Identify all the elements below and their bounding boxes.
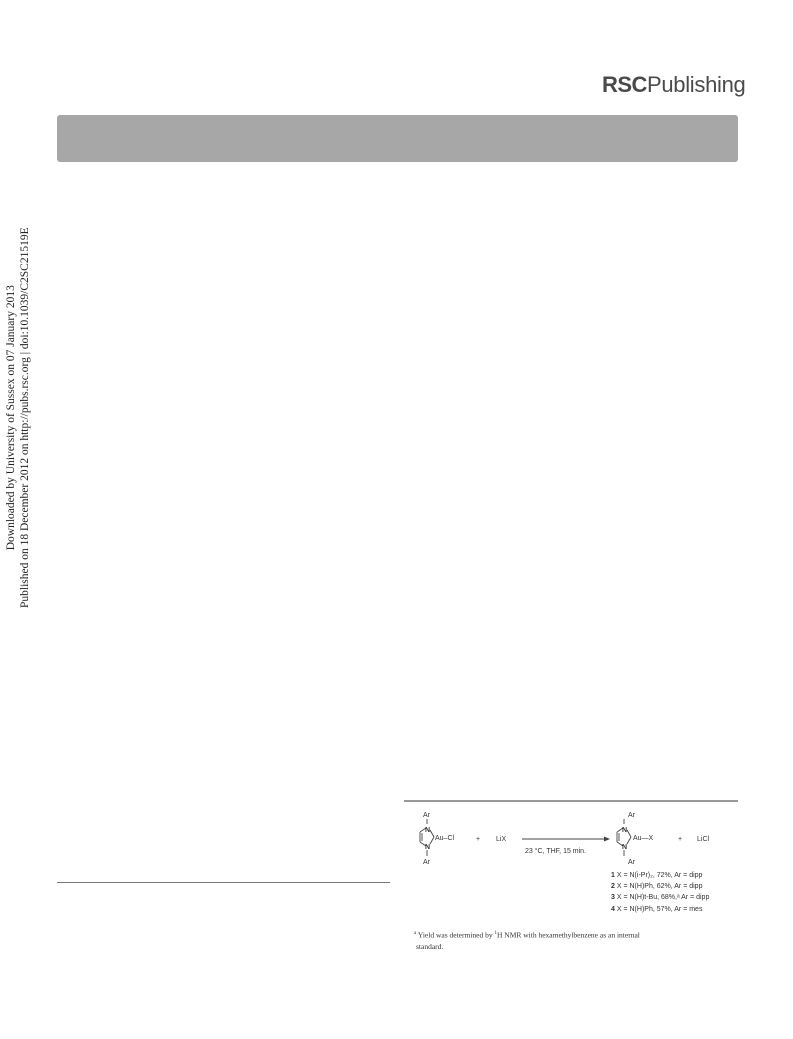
download-info-sidebar: [5, 227, 32, 608]
reagent-lix: LiX: [496, 836, 507, 843]
footnote-marker: a: [414, 931, 417, 936]
product-entry: [611, 870, 709, 881]
footnote-text-post: H NMR with hexamethylbenzene as an internal: [496, 930, 640, 940]
footnote-rule: [57, 882, 390, 883]
product-text: X = N(H)Ph, 62%, Ar = dipp: [616, 883, 703, 891]
scheme-footnote: [414, 928, 734, 952]
product-number: 4: [611, 905, 615, 913]
reactant-n1: N: [425, 827, 431, 834]
product-entry: [611, 881, 709, 892]
reactant-n2: N: [425, 844, 431, 851]
reaction-arrow: [522, 837, 610, 842]
product-au-x: Au—X: [633, 835, 654, 842]
reactant-ar-top: Ar: [423, 812, 430, 819]
footnote-line-1: [414, 928, 734, 941]
footnote-line-2: standard.: [416, 941, 444, 951]
product-list: [611, 870, 709, 915]
logo-rsc: RSC: [602, 72, 647, 97]
product-entry: [611, 892, 709, 903]
footnote-text-pre: Yield was determined by: [416, 930, 495, 940]
byproduct-licl: LiCl: [697, 836, 710, 843]
header-banner: [57, 115, 738, 162]
product-text: X = N(H)t-Bu, 68%,ᵃ Ar = dipp: [616, 894, 710, 902]
reactant-ar-bottom: Ar: [423, 859, 430, 866]
reactant-au-cl: Au–Cl: [435, 835, 455, 842]
product-n1: N: [622, 827, 628, 834]
product-text: X = N(H)Ph, 57%, Ar = mes: [616, 905, 703, 913]
reaction-conditions: 23 °C, THF, 15 min.: [525, 848, 587, 855]
product-number: 1: [611, 872, 615, 879]
product-n2: N: [622, 844, 628, 851]
scheme-top-rule: [404, 800, 738, 802]
published-line: Published on 18 December 2012 on http://pubs.rsc.org | doi:10.1039/C2SC21519E: [18, 227, 31, 608]
product-entry: [611, 904, 709, 915]
footnote-sup: 1: [494, 931, 497, 936]
product-number: 2: [611, 883, 615, 891]
download-line: Downloaded by University of Sussex on 07 January 2013: [5, 285, 17, 551]
logo-publishing: Publishing: [646, 72, 746, 97]
plus-sign-2: +: [678, 836, 683, 843]
product-text: X = N(i-Pr)₂, 72%, Ar = dipp: [616, 872, 703, 879]
rsc-publishing-logo: [602, 72, 745, 98]
product-number: 3: [611, 894, 615, 902]
product-ar-bottom: Ar: [628, 859, 635, 866]
plus-sign-1: +: [476, 836, 481, 843]
product-ar-top: Ar: [628, 812, 635, 819]
